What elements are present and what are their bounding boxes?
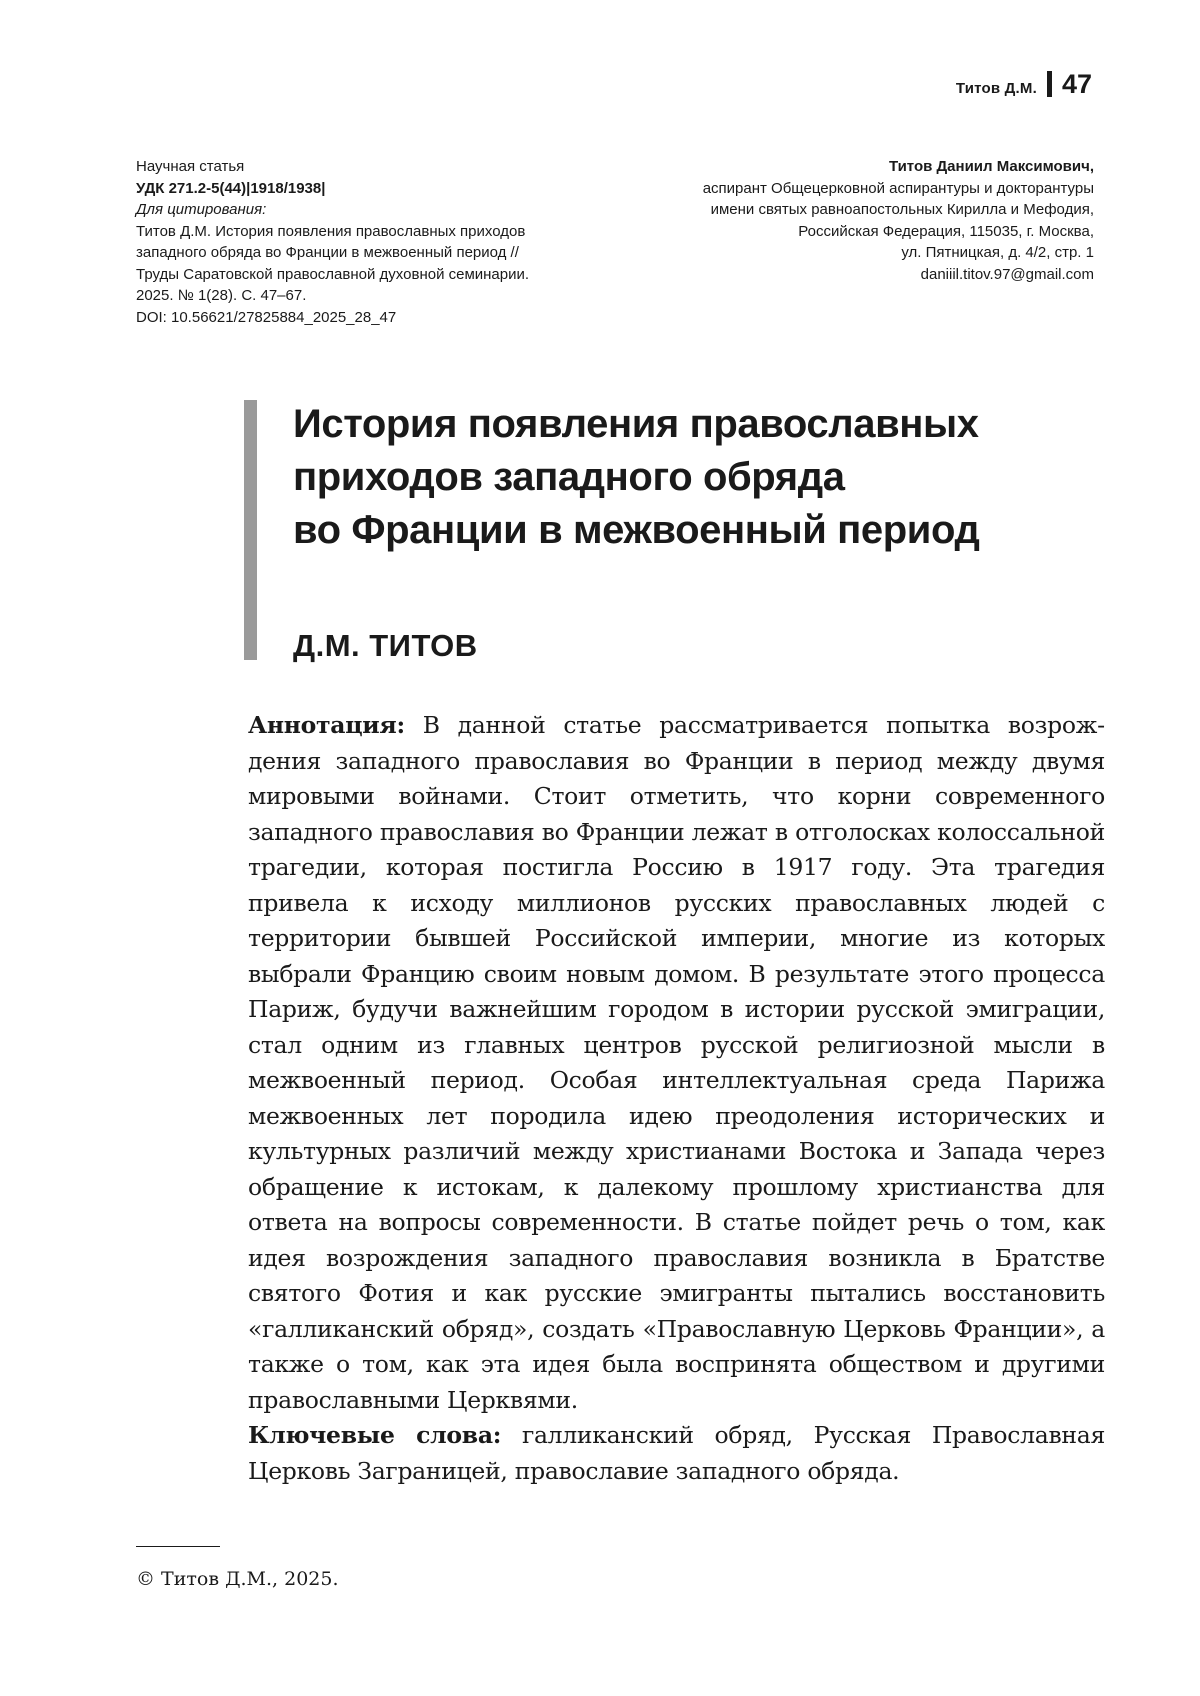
citation-line: западного обряда во Франции в межвоенный период //	[136, 244, 519, 261]
page-number: 47	[1061, 68, 1092, 99]
author-info-line: Российская Федерация, 115035, г. Москва,	[798, 222, 1094, 240]
doi: DOI: 10.56621/27825884_2025_28_47	[136, 308, 397, 326]
footnote-rule	[136, 1546, 220, 1547]
cite-label: Для цитирования:	[136, 201, 267, 218]
citation-line: Титов Д.М. История появления православных приходов	[136, 222, 526, 240]
abstract-text: В данной статье рассматривается попытка возрождения западного православия во Франции в период между двумя мировыми войнами. Стоит отметить, что корни современного западного православия во Франции лежат в отголосках колоссальной трагедии, которая постигла Россию в 1917 году. Эта трагедия привела к исходу миллионов русских православных людей с территории бывшей Российской империи, многие из которых выбрали Францию своим новым домом. В результате этого процесса Париж, будучи важнейшим городом в истории русской эмиграции, стал одним из главных центров русской религиозной мысли в межвоенный период. Особая интеллектуальная среда Парижа межвоенных лет породила идею преодоления исторических и культурных различий между христианами Востока и Запада через обращение к истокам, к далекому прошлому христианства для ответа на вопросы современности. В статье пойдет речь о том, как идея возрождения западного православия возникла в Братстве святого Фотия и как русские эмигранты пытались восстановить «галликанский обряд», создать «Православную Церковь Франции», а также о том, как эта идея была воспринята обществом и другими православными Церквями.	[248, 711, 1106, 1414]
author-email: daniiil.titov.97@gmail.com	[920, 265, 1094, 283]
author-info-line: ул. Пятницкая, д. 4/2, стр. 1	[901, 244, 1094, 261]
abstract-section	[248, 708, 1105, 1489]
abstract-label: Аннотация:	[248, 711, 405, 739]
citation-line: 2025. № 1(28). С. 47–67.	[136, 287, 307, 304]
title-side-bar	[244, 400, 257, 660]
copyright: © Титов Д.М., 2025.	[136, 1568, 339, 1590]
udc-code: УДК 271.2-5(44)|1918/1938|	[136, 179, 326, 197]
citation-block	[136, 156, 606, 328]
title-block	[244, 400, 1104, 663]
article-type: Научная статья	[136, 158, 245, 175]
article-author: Д.М. ТИТОВ	[293, 628, 478, 663]
keywords-text: галликанский обряд, Русская Православная Церковь Заграницей, православие западного обряда.	[248, 1421, 1105, 1485]
author-info-block	[574, 156, 1094, 285]
running-head-divider	[1047, 71, 1052, 97]
abstract-paragraph	[248, 708, 1105, 1418]
author-info-line: аспирант Общецерковной аспирантуры и докторантуры	[702, 179, 1094, 197]
keywords-paragraph	[248, 1418, 1105, 1489]
title-line: История появления православных	[293, 402, 979, 446]
running-head	[956, 66, 1092, 102]
author-info-line: имени святых равноапостольных Кирилла и Мефодия,	[710, 201, 1094, 218]
article-title	[293, 398, 1093, 557]
title-line: приходов западного обряда	[293, 455, 845, 499]
keywords-label: Ключевые слова:	[248, 1421, 502, 1449]
citation-line: Труды Саратовской православной духовной семинарии.	[136, 265, 530, 283]
running-head-author: Титов Д.М.	[955, 79, 1037, 97]
title-line: во Франции в межвоенный период	[293, 508, 980, 552]
author-full-name: Титов Даниил Максимович,	[888, 158, 1094, 175]
